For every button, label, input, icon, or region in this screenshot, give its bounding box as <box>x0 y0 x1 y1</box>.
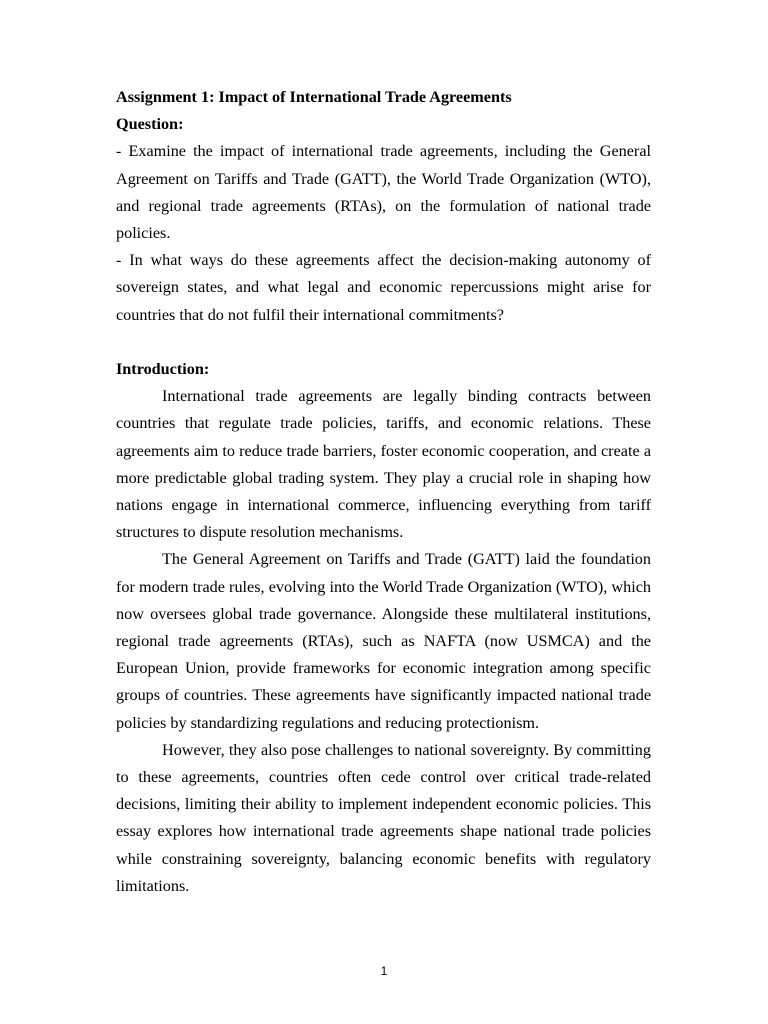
section-spacer <box>116 329 651 356</box>
question-heading: Question: <box>116 115 184 134</box>
question-item-1: - Examine the impact of international trade agreements, including the General Agreement on Tariffs and Trade (GATT), the World Trade Organization (WTO), and regional trade agreements (RTAs), on the formulation of national trade policies. <box>116 142 651 243</box>
introduction-heading: Introduction: <box>116 360 210 379</box>
introduction-paragraph-1: International trade agreements are legally binding contracts between countries that regulate trade policies, tariffs, and economic relations. These agreements aim to reduce trade barriers, foster economic cooperation, and create a more predictable global trading system. They play a crucial role in shaping how nations engage in international commerce, influencing everything from tariff structures to dispute resolution mechanisms. <box>116 387 651 542</box>
introduction-paragraph-3: However, they also pose challenges to national sovereignty. By committing to these agreements, countries often cede control over critical trade-related decisions, limiting their ability to implement independent economic policies. This essay explores how international trade agreements shape national trade policies while constraining sovereignty, balancing economic benefits with regulatory limitations. <box>116 740 651 895</box>
document-body <box>116 84 651 900</box>
page-number: 1 <box>380 964 388 978</box>
assignment-title: Assignment 1: Impact of International Trade Agreements <box>116 88 512 106</box>
introduction-paragraph-2: The General Agreement on Tariffs and Trade (GATT) laid the foundation for modern trade rules, evolving into the World Trade Organization (WTO), which now oversees global trade governance. Alongside these multilateral institutions, regional trade agreements (RTAs), such as NAFTA (now USMCA) and the European Union, provide frameworks for economic integration among specific groups of countries. These agreements have significantly impacted national trade policies by standardizing regulations and reducing protectionism. <box>116 550 651 732</box>
question-item-2: - In what ways do these agreements affect the decision-making autonomy of sovereign states, and what legal and economic repercussions might arise for countries that do not fulfil their international commitments? <box>116 251 651 324</box>
